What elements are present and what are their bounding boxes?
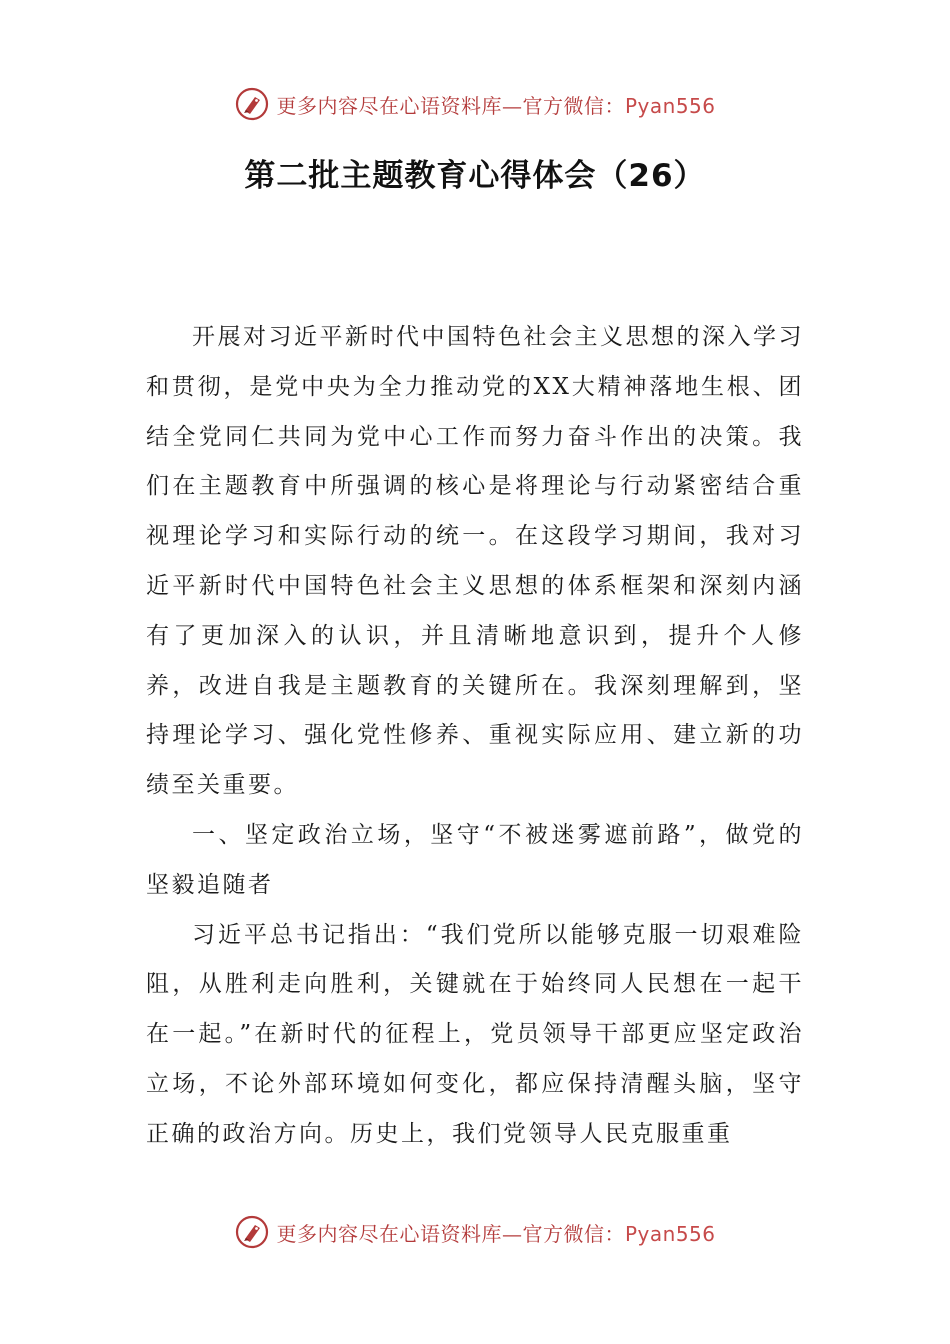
footer-wechat-id: Pyan556 <box>624 1221 716 1246</box>
body-paragraph-intro: 开展对习近平新时代中国特色社会主义思想的深入学习和贯彻，是党中央为全力推动党的XX大精神落地生根、团结全党同仁共同为党中心工作而努力奋斗作出的决策。我们在主题教育中所强调的核心是将理论与行动紧密结合重视理论学习和实际行动的统一。在这段学习期间，我对习近平新时代中国特色社会主义思想的体系框架和深刻内涵有了更加深入的认识，并且清晰地意识到，提升个人修养，改进自我是主题教育的关键所在。我深刻理解到，坚持理论学习、强化党性修养、重视实际应用、建立新的功绩至关重要。 <box>146 324 804 799</box>
header-wechat-id: Pyan556 <box>624 93 716 118</box>
footer-banner-content <box>234 1214 715 1250</box>
document-body <box>146 313 804 1160</box>
header-banner-content <box>234 86 715 122</box>
body-paragraph-quote: 习近平总书记指出：“我们党所以能够克服一切艰难险阻，从胜利走向胜利，关键就在于始终同人民想在一起干在一起。”在新时代的征程上，党员领导干部更应坚定政治立场，不论外部环境如何变化，都应保持清醒头脑，坚守正确的政治方向。历史上，我们党领导人民克服重重 <box>146 921 804 1147</box>
header-separator: — <box>501 93 523 118</box>
header-banner <box>0 84 950 124</box>
footer-banner <box>0 1212 950 1252</box>
header-wechat-label: 官方微信： <box>522 93 625 118</box>
footer-wechat-label: 官方微信： <box>522 1221 625 1246</box>
header-banner-text <box>276 90 715 119</box>
pen-nib-logo-icon <box>234 86 270 122</box>
header-site-text: 更多内容尽在心语资料库 <box>276 93 502 118</box>
footer-site-text: 更多内容尽在心语资料库 <box>276 1221 502 1246</box>
document-title: 第二批主题教育心得体会（26） <box>244 158 706 194</box>
footer-separator: — <box>501 1221 523 1246</box>
pen-nib-logo-icon <box>234 1214 270 1250</box>
section-heading-1: 一、坚定政治立场，坚守“不被迷雾遮前路”，做党的坚毅追随者 <box>146 821 804 898</box>
footer-banner-text <box>276 1218 715 1247</box>
